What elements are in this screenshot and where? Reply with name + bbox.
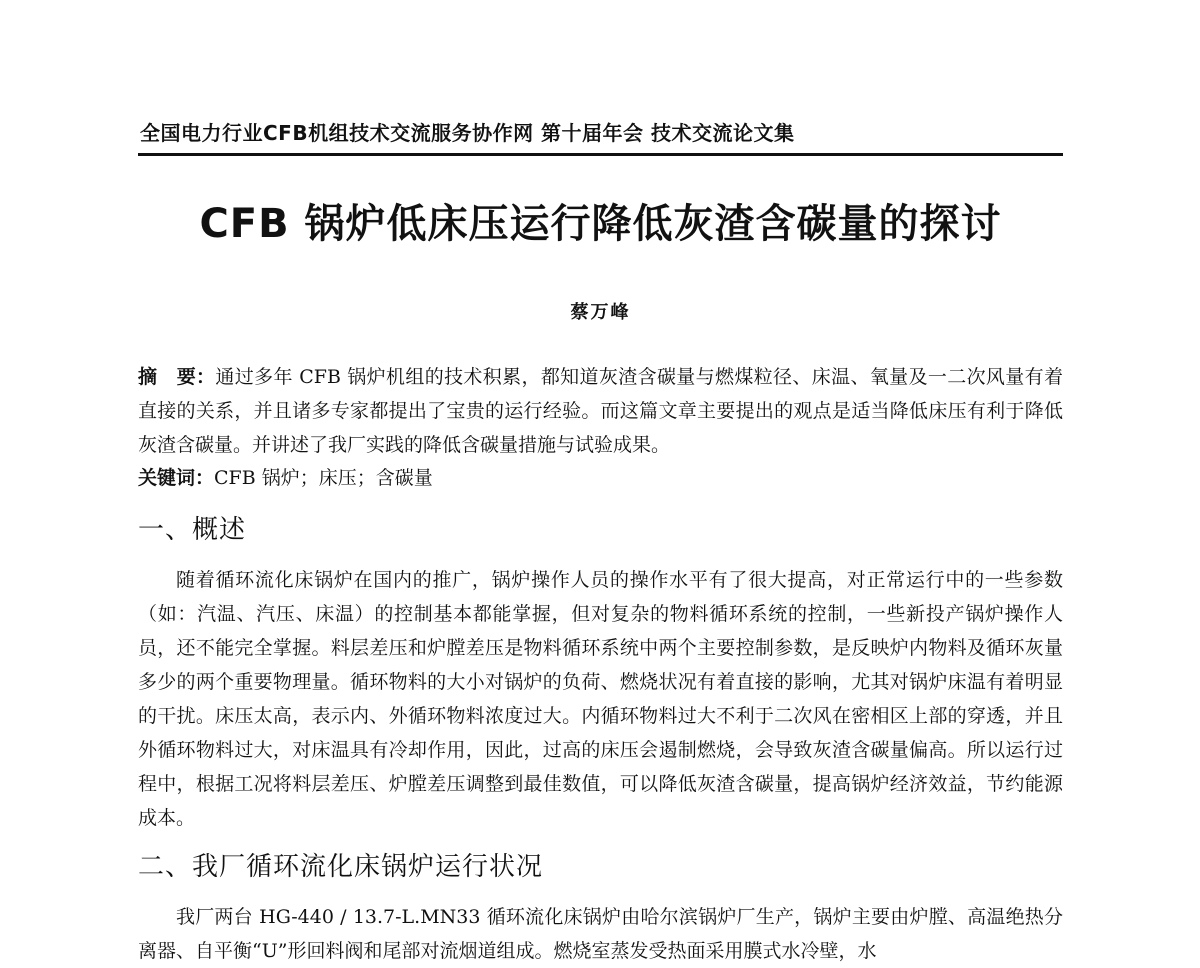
keywords-label: 关键词： [138, 467, 215, 489]
section-paragraph-operation: 我厂两台 HG-440 / 13.7-L.MN33 循环流化床锅炉由哈尔滨锅炉厂生产，锅炉主要由炉膛、高温绝热分离器、自平衡“U”形回料阀和尾部对流烟道组成。燃烧室蒸发受热面采用膜式水冷壁，水 [138, 906, 1063, 962]
paper-title: CFB 锅炉低床压运行降低灰渣含碳量的探讨 [199, 201, 1002, 247]
section-paragraph-overview: 随着循环流化床锅炉在国内的推广，锅炉操作人员的操作水平有了很大提高，对正常运行中的一些参数（如：汽温、汽压、床温）的控制基本都能掌握，但对复杂的物料循环系统的控制，一些新投产锅炉操作人员，还不能完全掌握。料层差压和炉膛差压是物料循环系统中两个主要控制参数，是反映炉内物料及循环灰量多少的两个重要物理量。循环物料的大小对锅炉的负荷、燃烧状况有着直接的影响，尤其对锅炉床温有着明显的干扰。床压太高，表示内、外循环物料浓度过大。内循环物料过大不利于二次风在密相区上部的穿透，并且外循环物料过大，对床温具有冷却作用，因此，过高的床压会遏制燃烧，会导致灰渣含碳量偏高。所以运行过程中，根据工况将料层差压、炉膛差压调整到最佳数值，可以降低灰渣含碳量，提高锅炉经济效益，节约能源成本。 [138, 569, 1063, 829]
header-rule [138, 153, 1063, 156]
abstract-text: 通过多年 CFB 锅炉机组的技术积累，都知道灰渣含碳量与燃煤粒径、床温、氧量及一二次风量有着直接的关系，并且诸多专家都提出了宝贵的运行经验。而这篇文章主要提出的观点是适当降低床压有利于降低灰渣含碳量。并讲述了我厂实践的降低含碳量措施与试验成果。 [138, 366, 1063, 456]
abstract-label: 摘 要： [138, 366, 216, 388]
running-header: 全国电力行业CFB机组技术交流服务协作网 第十届年会 技术交流论文集 [140, 121, 795, 145]
section-heading-operation: 二、我厂循环流化床锅炉运行状况 [138, 852, 544, 882]
author-name: 蔡万峰 [570, 302, 631, 323]
section-heading-overview: 一、概述 [138, 515, 247, 545]
keywords-text: CFB 锅炉；床压；含碳量 [214, 467, 433, 489]
abstract [138, 360, 1063, 462]
keywords [138, 461, 1063, 495]
